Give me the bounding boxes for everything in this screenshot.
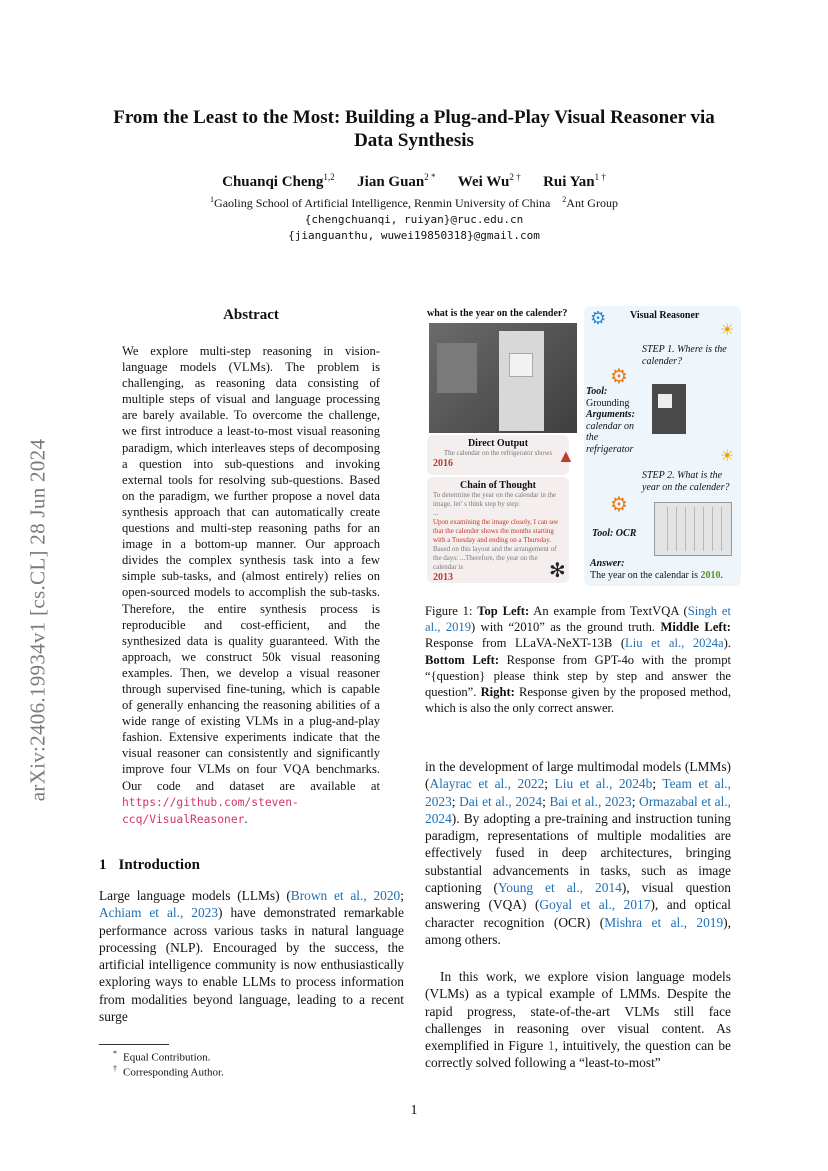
direct-output-title: Direct Output xyxy=(467,438,529,449)
direct-output-text: The calendar on the refrigerator shows xyxy=(443,449,553,457)
citation-link[interactable]: Alayrac et al., 2022 xyxy=(429,776,545,792)
author: Chuanqi Cheng xyxy=(222,174,324,190)
gear-icon: ⚙ xyxy=(610,494,628,516)
citation-link[interactable]: Bai et al., 2023 xyxy=(549,793,632,809)
author: Wei Wu xyxy=(457,174,510,190)
intro-paragraph-right-2: In this work, we explore vision language models (VLMs) as a typical example of LMMs. Despite the rapid progress, state-of-the-art VLMs still face challenges in reasoning over visual content. As exemplified in Figure 1, intuitively, the question can be correctly solved following a “least-to-most” xyxy=(425,969,732,1071)
reasoner-network-icon: ⚙ xyxy=(590,308,607,328)
citation-link[interactable]: Singh et al., 2019 xyxy=(425,604,731,635)
reasoner-title: Visual Reasoner xyxy=(630,310,700,321)
section-heading: 1 Introduction xyxy=(99,857,200,873)
email-line: {jianguanthu, wuwei19850318}@gmail.com xyxy=(288,229,540,242)
email-line: {chengchuanqi, ruiyan}@ruc.edu.cn xyxy=(304,213,524,226)
figure-ref-link[interactable]: 1 xyxy=(547,1038,555,1054)
citation-link[interactable]: Ormazabal et al., 2024 xyxy=(425,793,732,826)
affiliations: $^1$Gaoling School of Artificial Intelligence, Renmin University of China $^2$Ant Group xyxy=(210,195,618,210)
intro-paragraph-right: in the development of large multimodal models (LMMs) (Alayrac et al., 2022; Liu et al., 2024b; Team et al., 2023; Dai et al., 2024; Bai et al., 2023; Ormazabal et al., 2024). By adopting a pre-training and instruction tuning paradigm, representations of multiple modalities are effectively fused in deep architectures, bringing substantial advancements in tasks, such as image captioning (Young et al., 2014), visual question answering (VQA) (Goyal et al., 2017), and optical character recognition (OCR) (Mishra et al., 2019), among others. xyxy=(425,759,732,947)
citation-link[interactable]: Goyal et al., 2017 xyxy=(539,897,651,913)
citation-link[interactable]: Achiam et al., 2023 xyxy=(99,905,219,921)
gear-icon: ⚙ xyxy=(610,366,628,388)
citation-link[interactable]: Team et al., 2023 xyxy=(425,776,732,809)
page-number: 1 xyxy=(410,1103,418,1118)
figure-caption: Figure 1: Top Left: An example from TextVQA (Singh et al., 2019) with “2010” as the ground truth. Middle Left: Response from LLaVA-NeXT-13B (Liu et al., 2024a). Bottom Left: Response from GPT-4o with the prompt “{question} please think step by step and answer the question”. Right: Response given by the proposed method, which is also the only correct answer. xyxy=(425,604,731,716)
cot-title: Chain of Thought xyxy=(460,480,536,491)
cot-answer: 2013 xyxy=(433,572,453,583)
volcano-icon: ▲ xyxy=(557,446,575,466)
calendar-crop-shape xyxy=(658,394,672,408)
figure-left-panel xyxy=(425,306,582,586)
footnote: † Corresponding Author. xyxy=(113,1064,224,1079)
figure-question: what is the year on the calender? xyxy=(427,308,568,319)
footnote-divider xyxy=(99,1044,169,1045)
footnote: * Equal Contribution. xyxy=(113,1049,211,1064)
step1-text: STEP 1. Where is the calender? xyxy=(642,344,727,367)
direct-output-panel xyxy=(427,435,569,475)
citation-link[interactable]: Liu et al., 2024a xyxy=(625,636,724,651)
openai-logo-icon: ✻ xyxy=(549,560,566,582)
code-link[interactable]: https://github.com/steven-ccq/VisualReasoner xyxy=(122,795,299,826)
lightbulb-icon: ☀ xyxy=(720,322,735,339)
citation-link[interactable]: Dai et al., 2024 xyxy=(459,793,543,809)
author-list: Chuanqi Cheng$^{1,2}$ Jian Guan$^{2 *}$ Wei $Wu^{2 \dagger}$ Rui Yan$^{1 \dagger}$ xyxy=(222,172,606,190)
abstract-heading: Abstract xyxy=(223,307,279,323)
tool2-text: Tool: OCR xyxy=(592,528,637,539)
cot-text-highlight: Upon examining the image closely, I can see that the calender shows the months starting with a Tuesday and ending on a Thursday. xyxy=(433,518,559,544)
answer-value: 2010 xyxy=(700,570,721,581)
cot-text: To determine the year on the calendar in the image, let’ s think step by step: xyxy=(433,491,557,508)
abstract-text: We explore multi-step reasoning in vision-language models (VLMs). The problem is challenging, as reasoning data consisting of multiple steps of visual and language processing are barely available. To overcome the challenge, we first introduce a least-to-most visual reasoning paradigm, which interleaves steps of decomposing a question into sub-questions and invoking external tools for resolving sub-questions. Based on the paradigm, we further propose a novel data synthesis approach that can automatically create questions and multi-step reasoning paths for an image in a bottom-up manner. Our approach divides the complex synthesis task into a few simple sub-tasks, and (almost entirely) relies on open-sourced models to accomplish the sub-tasks. Therefore, the entire synthesis process is reproducible and cost-efficient, and the synthesized data is quality guaranteed. With the approach, we construct 50k visual reasoning examples. Then, we develop a visual reasoner through supervised fine-tuning, which is capable of generally enhancing the reasoning abilities of a wide range of existing VLMs in a plug-and-play fashion. Extensive experiments indicate that the visual reasoner can consistently and significantly improve four VLMs on four VQA benchmarks. Our code and dataset are available at https://github.com/steven-ccq/VisualReasoner. xyxy=(122,344,380,826)
tool1-block: Tool: Grounding Arguments: calendar on the refrigerator xyxy=(586,386,635,455)
answer-text: The year on the calendar is 2010. xyxy=(590,570,724,581)
figure-1 xyxy=(425,306,741,586)
direct-output-answer: 2016 xyxy=(433,458,453,469)
citation-link[interactable]: Brown et al., 2020 xyxy=(290,888,401,903)
refrigerator-photo xyxy=(429,323,577,433)
author: Rui Yan xyxy=(543,174,595,190)
citation-link[interactable]: Mishra et al., 2019 xyxy=(604,914,724,930)
step2-text: STEP 2. What is the year on the calender? xyxy=(642,470,730,493)
answer-label: Answer: xyxy=(590,558,625,569)
paper-title: From the Least to the Most: Building a Plug-and-Play Visual Reasoner via Data Synthesis xyxy=(113,107,715,151)
calendar-photo xyxy=(654,502,732,556)
cropped-photo xyxy=(652,384,686,434)
calendar-shape xyxy=(509,353,533,377)
lightbulb-icon: ☀ xyxy=(720,448,735,465)
arxiv-id: arXiv:2406.19934v1 [cs.CL] 28 Jun 2024 xyxy=(25,438,50,802)
shelf-shape xyxy=(437,343,477,393)
citation-link[interactable]: Liu et al., 2024b xyxy=(554,776,653,792)
figure-right-panel xyxy=(584,306,741,586)
cot-panel: Chain of Thought To determine the year on the calendar in the image, let’ s think step by step: ... Upon examining the image closely, I can see that the calender shows the months starting with a Tuesday and ending on a Thursday. Based on this layout and the arrangement of the days: ...Therefore, the year on the calendar is 2013 xyxy=(427,477,569,583)
refrigerator-shape xyxy=(499,331,544,431)
citation-link[interactable]: Young et al., 2014 xyxy=(497,880,622,896)
arxiv-sidebar xyxy=(8,370,68,870)
author: Jian Guan xyxy=(357,174,425,190)
calendar-grid xyxy=(659,507,727,551)
intro-paragraph-left: Large language models (LLMs) (Brown et al., 2020; Achiam et al., 2023) have demonstrated remarkable performance across various tasks in natural language processing (NLP). Encouraged by the success, the artificial intelligence community is now enthusiastically exploring ways to enable LLMs to process information from modalities beyond language, leading to a recent surge xyxy=(99,888,404,1025)
